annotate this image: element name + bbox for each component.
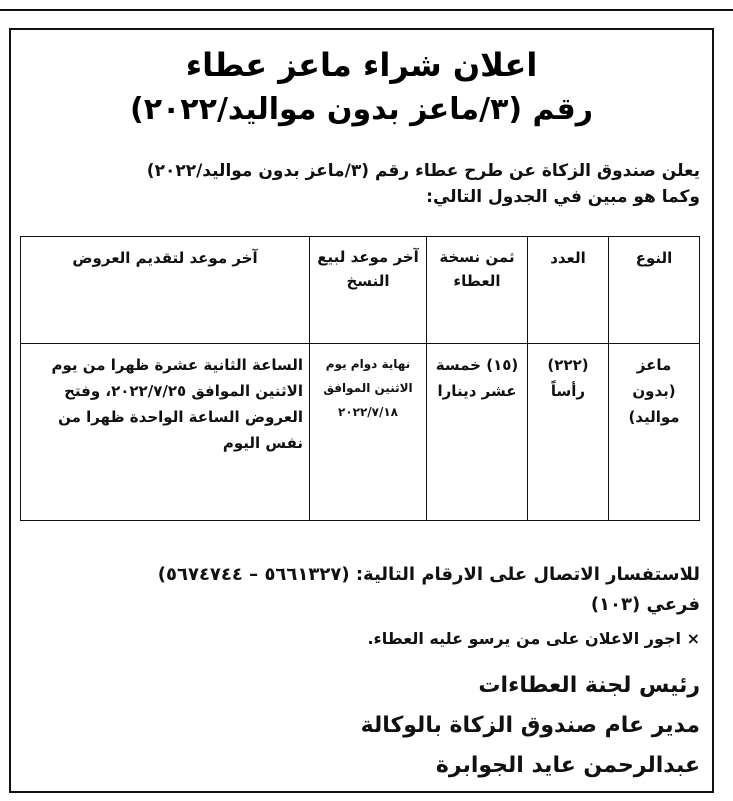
signature-block [291, 666, 700, 786]
cell-submission-deadline: الساعة الثانية عشرة ظهرا من يوم الاثنين الموافق ٢٠٢٢/٧/٢٥، وفتح العروض الساعة الواحدة ظهرا من نفس اليوم [21, 344, 310, 521]
contact-line-2: فرعي (١٠٣) [590, 594, 700, 615]
intro-text [23, 158, 700, 210]
top-rule [0, 9, 733, 11]
header-type: النوع [609, 237, 700, 344]
signature-line-1: رئيس لجنة العطاءات [478, 673, 700, 698]
header-sale-deadline: آخر موعد لبيع النسخ [310, 237, 427, 344]
title-line-2: رقم (٣/ماعز بدون مواليد/٢٠٢٢) [129, 92, 594, 127]
tender-table [20, 236, 700, 521]
header-copy-price: ثمن نسخة العطاء [427, 237, 528, 344]
header-count: العدد [528, 237, 609, 344]
title-line-1: اعلان شراء ماعز عطاء [185, 46, 538, 84]
contact-info [23, 560, 700, 620]
signature-line-2: مدير عام صندوق الزكاة بالوكالة [360, 713, 700, 738]
cell-copy-price: (١٥) خمسة عشر دينارا [427, 344, 528, 521]
signature-line-3: عبدالرحمن عايد الجوابرة [435, 753, 700, 778]
intro-line-2: وكما هو مبين في الجدول التالي: [426, 187, 700, 207]
header-submission-deadline: آخر موعد لتقديم العروض [21, 237, 310, 344]
fees-note: × اجور الاعلان على من يرسو عليه العطاء. [367, 629, 700, 648]
cell-count: (٢٢٢) رأساً [528, 344, 609, 521]
announcement-frame [9, 28, 714, 793]
intro-line-1: يعلن صندوق الزكاة عن طرح عطاء رقم (٣/ماعز بدون مواليد/٢٠٢٢) [146, 161, 700, 181]
cell-type: ماعز (بدون مواليد) [609, 344, 700, 521]
table-row [21, 344, 700, 521]
contact-line-1: للاستفسار الاتصال على الارقام التالية: (٥٦٦١٣٢٧ – ٥٦٧٤٧٤٤) [157, 564, 700, 585]
table-header-row [21, 237, 700, 344]
cell-sale-deadline: نهاية دوام يوم الاثنين الموافق ٢٠٢٢/٧/١٨ [310, 344, 427, 521]
